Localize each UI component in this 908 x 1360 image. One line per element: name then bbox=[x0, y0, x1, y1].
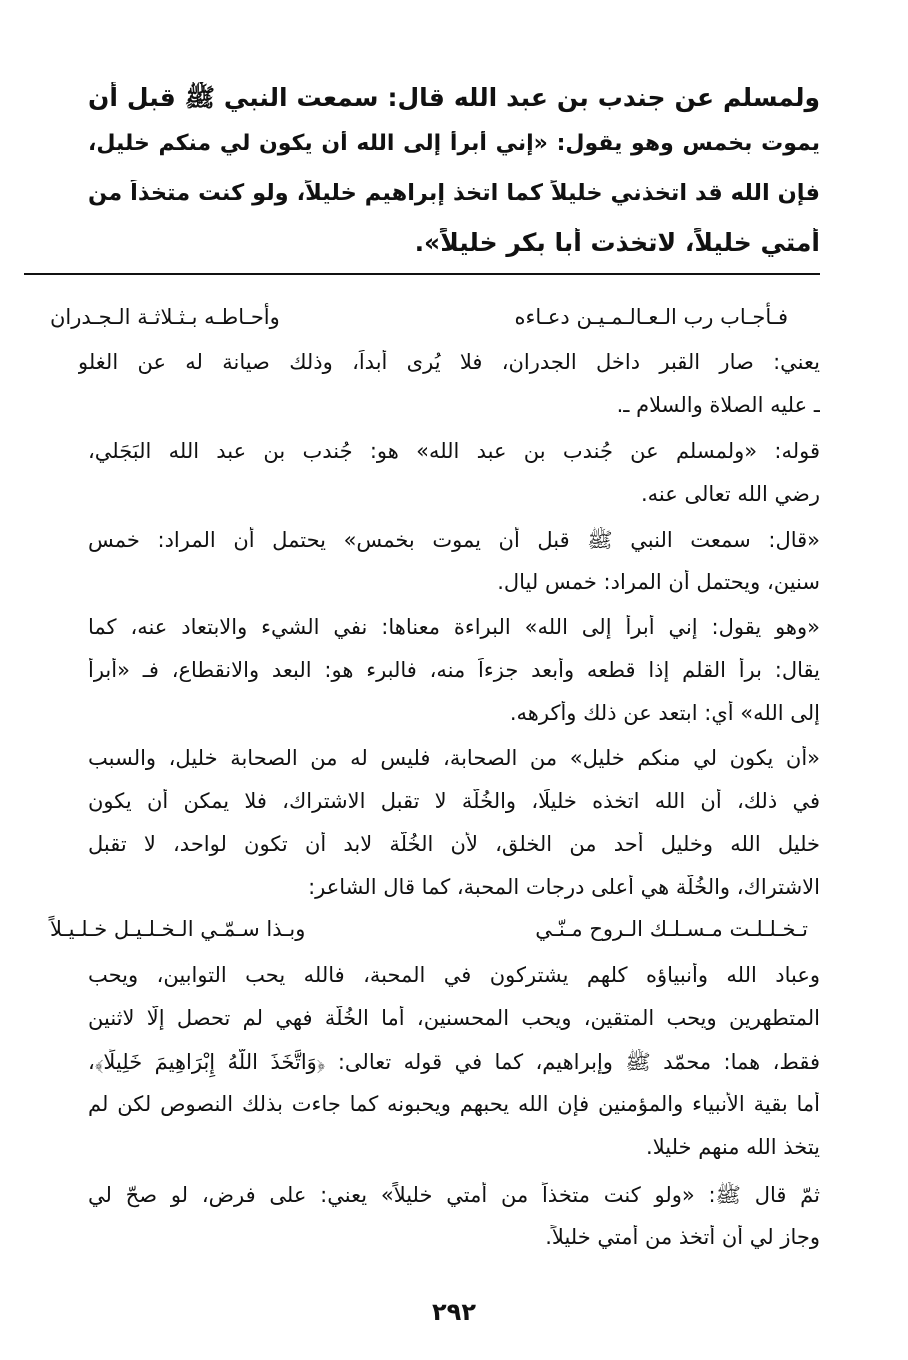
commentary-line: إلى الله» أي: ابتعد عن ذلك وأكرهه. bbox=[509, 701, 820, 725]
commentary-line: «قال: سمعت النبي ﷺ قبل أن يموت بخمس» يحتمل أن المراد: خمس bbox=[88, 528, 820, 552]
page-number: ٢٩٢ bbox=[432, 1298, 476, 1326]
commentary-line: يعني: صار القبر داخل الجدران، فلا يُرى أبداً، وذلك صيانة له عن الغلو bbox=[78, 350, 820, 374]
hadith-line: ولمسلم عن جندب بن عبد الله قال: سمعت النبي ﷺ قبل أن bbox=[88, 83, 820, 112]
commentary-line: ـ عليه الصلاة والسلام ـ. bbox=[616, 393, 820, 417]
commentary-line: خليل الله وخليل أحد من الخلق، لأن الخُلّة لابد أن تكون لواحد، لا تقبل bbox=[88, 832, 820, 856]
commentary-line: «أن يكون لي منكم خليل» من الصحابة، فليس له من الصحابة خليل، والسبب bbox=[88, 746, 820, 770]
commentary-line: فقط، هما: محمّد ﷺ وإبراهيم، كما في قوله تعالى: ﴿وَاتَّخَذَ اللَّهُ إِبْرَاهِيمَ خَلِيلًا﴾، bbox=[88, 1050, 820, 1074]
commentary-line: المتطهرين ويحب المتقين، ويحب المحسنين، أما الخُلّة فهي لم تحصل إلّا لاثنين bbox=[88, 1006, 820, 1030]
commentary-line: أما بقية الأنبياء والمؤمنين فإن الله يحبهم ويحبونه كما جاءت بذلك النصوص لكن لم bbox=[88, 1092, 820, 1116]
commentary-line: وجاز لي أن أتخذ من أمتي خليلاً. bbox=[545, 1225, 820, 1249]
verse-hemistich: فـأجـاب رب الـعـالـمـيـن دعـاءه bbox=[514, 305, 788, 329]
commentary-line: ثمّ قال ﷺ: «ولو كنت متخذاً من أمتي خليلاً» يعني: على فرض، لو صحّ لي bbox=[88, 1183, 820, 1207]
commentary-line: يقال: برأ القلم إذا قطعه وأبعد جزءاً منه، فالبرء هو: البعد والانقطاع، فـ «أبرأ bbox=[88, 658, 820, 682]
verse-hemistich: وأحـاطـه بـثـلاثـة الـجـدران bbox=[50, 305, 280, 329]
commentary-line: وعباد الله وأنبياؤه كلهم يشتركون في المحبة، فالله يحب التوابين، ويحب bbox=[88, 963, 820, 987]
verse-hemistich: تـخـلـلـت مـسـلـك الـروح مـنّـي bbox=[535, 917, 808, 941]
hadith-line: أمتي خليلاً، لاتخذت أبا بكر خليلاً». bbox=[414, 228, 820, 257]
hadith-line: يموت بخمس وهو يقول: «إني أبرأ إلى الله أن يكون لي منكم خليل، bbox=[88, 131, 820, 156]
commentary-line: سنين، ويحتمل أن المراد: خمس ليال. bbox=[497, 570, 820, 594]
commentary-line: قوله: «ولمسلم عن جُندب بن عبد الله» هو: جُندب بن عبد الله البَجَلي، bbox=[88, 439, 820, 463]
hadith-line: فإن الله قد اتخذني خليلاً كما اتخذ إبراهيم خليلاً، ولو كنت متخذاً من bbox=[88, 180, 820, 206]
commentary-line: يتخذ الله منهم خليلا. bbox=[646, 1135, 820, 1159]
commentary-line: «وهو يقول: إني أبرأ إلى الله» البراءة معناها: نفي الشيء والابتعاد عنه، كما bbox=[88, 615, 820, 639]
verse-hemistich: وبـذا سـمّـي الـخـلـيـل خـلـيـلاً bbox=[50, 917, 306, 941]
commentary-line: الاشتراك، والخُلّة هي أعلى درجات المحبة، كما قال الشاعر: bbox=[308, 875, 820, 899]
commentary-line: في ذلك، أن الله اتخذه خليلًا، والخُلّة لا تقبل الاشتراك، فلا يمكن أن يكون bbox=[88, 789, 820, 813]
separator-rule bbox=[24, 273, 820, 275]
commentary-line: رضي الله تعالى عنه. bbox=[640, 482, 820, 506]
